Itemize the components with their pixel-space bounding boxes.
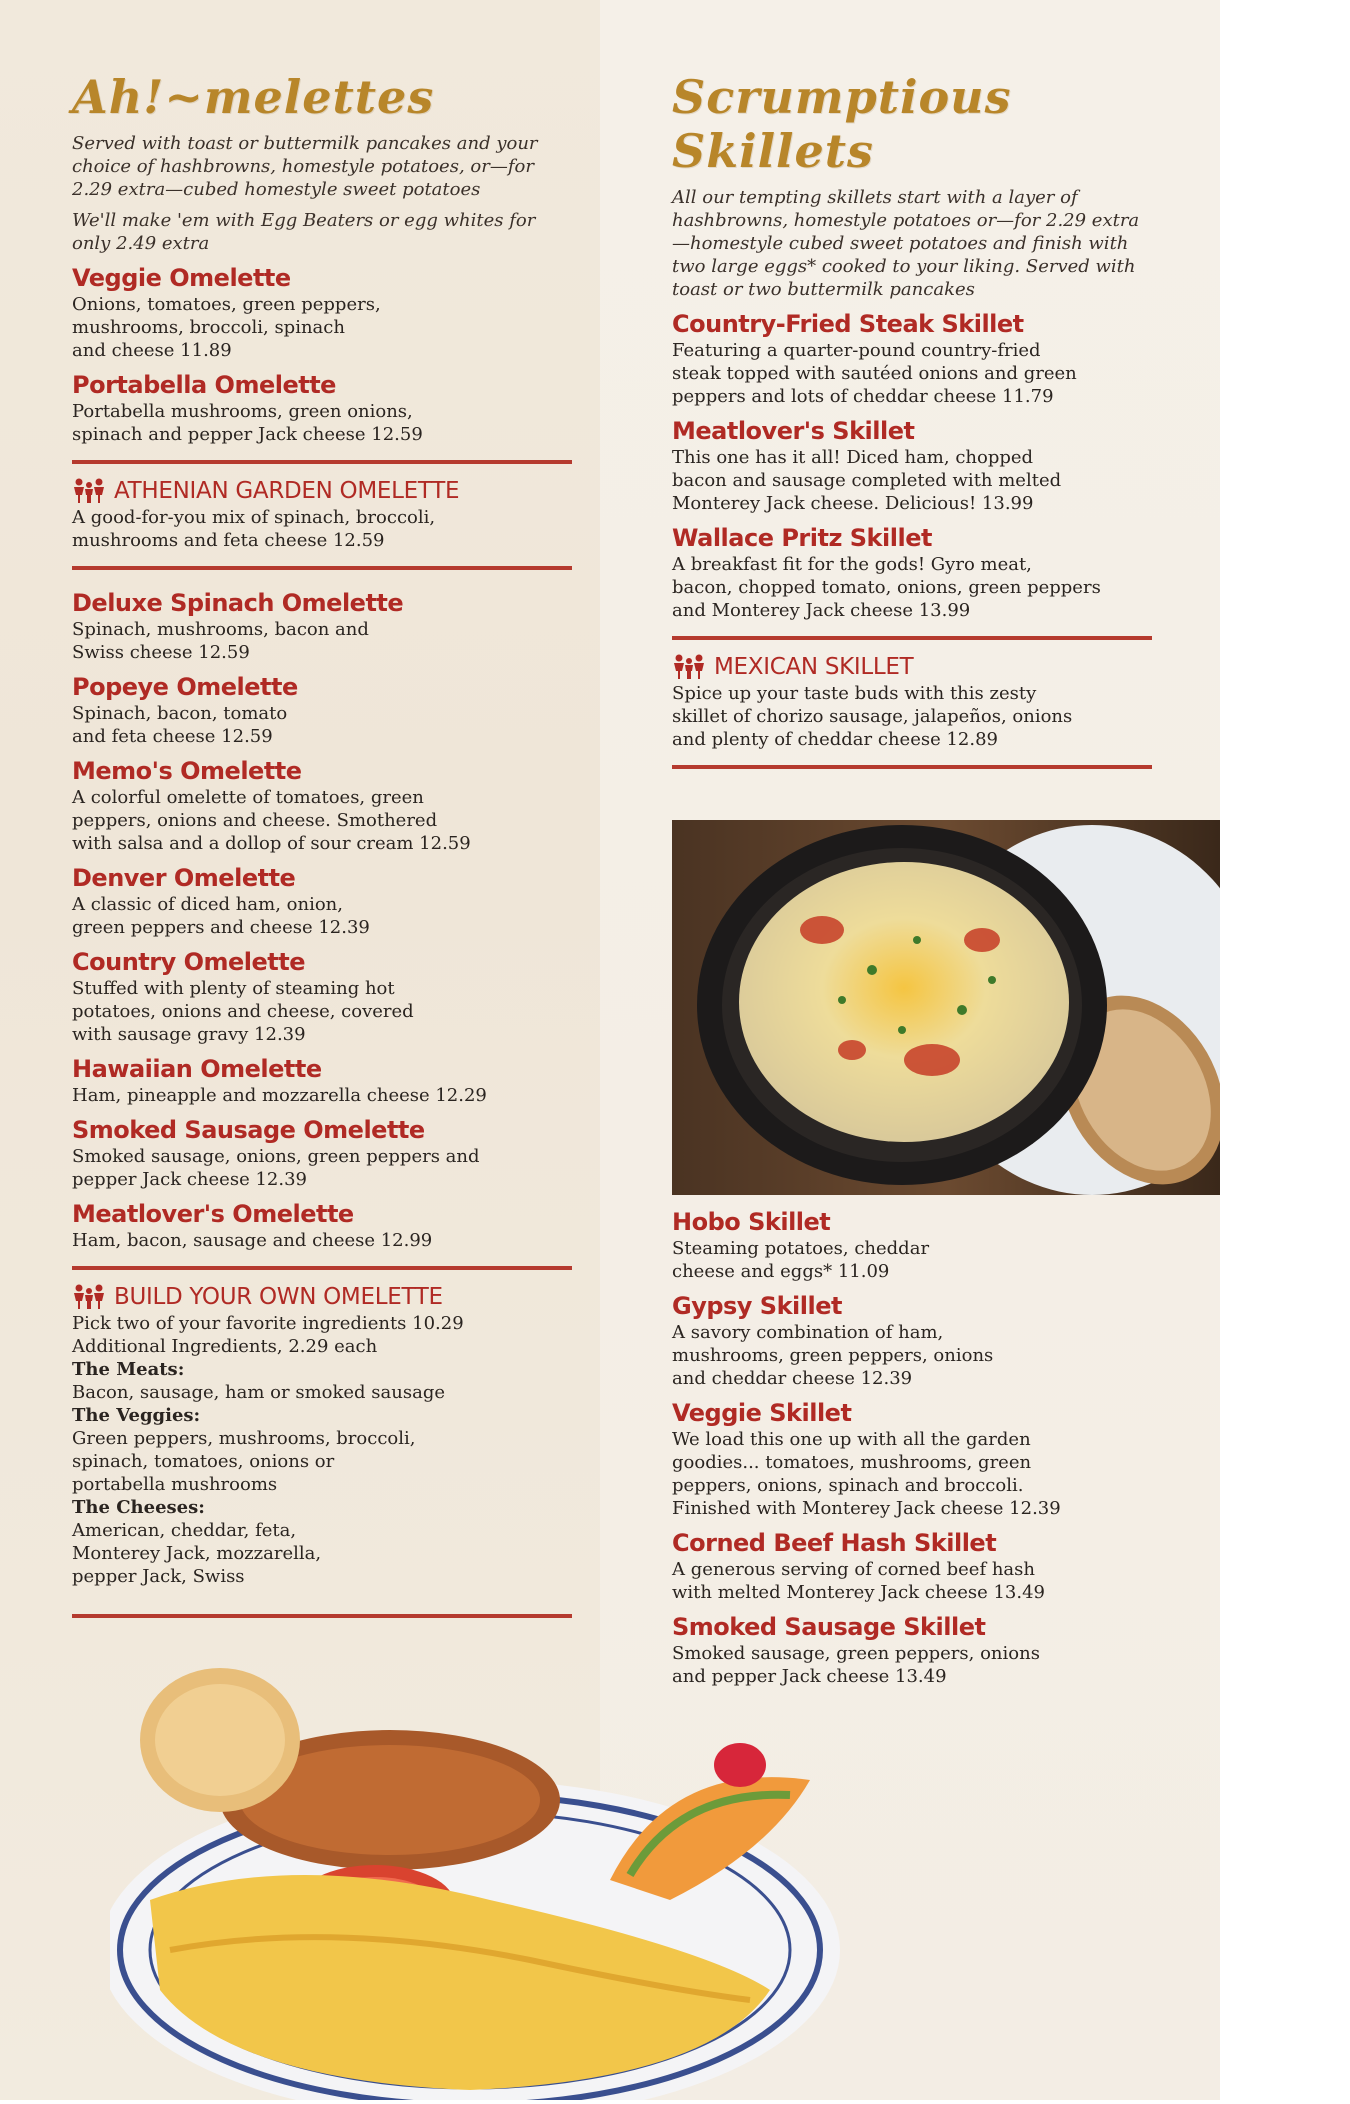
menu-item-name: Memo's Omelette <box>72 757 302 785</box>
menu-item-name: Denver Omelette <box>72 864 296 892</box>
menu-item-description: A classic of diced ham, onion, green peppers and cheese 12.39 <box>72 894 370 938</box>
menu-item-name: Wallace Pritz Skillet <box>672 524 932 552</box>
mexican-feature-box <box>672 636 1152 769</box>
menu-item-description: Stuffed with plenty of steaming hot potatoes, onions and cheese, covered with sausage gravy 12.39 <box>72 978 414 1045</box>
egg-beaters-note: We'll make 'em with Egg Beaters or egg whites for only 2.49 extra <box>72 210 536 254</box>
menu-item <box>72 1054 572 1107</box>
menu-item <box>72 263 572 362</box>
omelette-list-b <box>72 588 572 1252</box>
menu-item-description: We load this one up with all the garden goodies... tomatoes, mushrooms, green peppers, onions, spinach and broccoli. Finished with Monterey Jack cheese 12.39 <box>672 1429 1061 1519</box>
menu-item <box>672 309 1152 408</box>
menu-item-description: A savory combination of ham, mushrooms, green peppers, onions and cheddar cheese 12.39 <box>672 1322 994 1389</box>
menu-item-name: Corned Beef Hash Skillet <box>672 1529 997 1557</box>
menu-item-description: This one has it all! Diced ham, chopped bacon and sausage completed with melted Monterey Jack cheese. Delicious! 13.99 <box>672 447 1062 514</box>
menu-item <box>72 1199 572 1252</box>
menu-item-name: Gypsy Skillet <box>672 1292 842 1320</box>
menu-item-name: Veggie Omelette <box>72 264 291 292</box>
menu-item-description: A colorful omelette of tomatoes, green peppers, onions and cheese. Smothered with salsa and a dollop of sour cream 12.59 <box>72 787 471 854</box>
skillets-title-line1: Scrumptious <box>672 70 1012 124</box>
divider <box>72 1614 572 1618</box>
menu-item-description: Smoked sausage, onions, green peppers and pepper Jack cheese 12.39 <box>72 1146 480 1190</box>
omelettes-intro: Served with toast or buttermilk pancakes and your choice of hashbrowns, homestyle potatoes, or—for 2.29 extra—cubed homestyle sweet potatoes <box>72 133 538 200</box>
menu-item <box>72 588 572 664</box>
menu-item-description: Featuring a quarter-pound country-fried steak topped with sautéed onions and green peppers and lots of cheddar cheese 11.79 <box>672 340 1077 407</box>
byo-veggies-label: The Veggies: <box>72 1405 201 1426</box>
menu-item <box>672 1291 1152 1390</box>
feature-item-name: MEXICAN SKILLET <box>714 654 914 680</box>
menu-item <box>72 370 572 446</box>
menu-item <box>72 672 572 748</box>
menu-item-description: Ham, bacon, sausage and cheese 12.99 <box>72 1230 433 1251</box>
menu-item <box>672 1528 1152 1604</box>
feature-item-description: A good-for-you mix of spinach, broccoli, mushrooms and feta cheese 12.59 <box>72 507 436 551</box>
menu-item <box>672 1398 1152 1520</box>
family-icon <box>72 1284 106 1310</box>
menu-item-name: Country Omelette <box>72 948 305 976</box>
menu-item-name: Hawaiian Omelette <box>72 1055 322 1083</box>
menu-item-description: Ham, pineapple and mozzarella cheese 12.29 <box>72 1085 487 1106</box>
omelette-list-a <box>72 263 572 446</box>
menu-item <box>72 947 572 1046</box>
menu-item-name: Popeye Omelette <box>72 673 298 701</box>
menu-item-name: Country-Fried Steak Skillet <box>672 310 1024 338</box>
page-margin <box>1220 0 1350 2100</box>
omelettes-section <box>72 70 572 1650</box>
byo-veggies: Green peppers, mushrooms, broccoli, spinach, tomatoes, onions or portabella mushrooms <box>72 1428 416 1495</box>
menu-item-description: Onions, tomatoes, green peppers, mushrooms, broccoli, spinach and cheese 11.89 <box>72 294 381 361</box>
menu-item-name: Veggie Skillet <box>672 1399 852 1427</box>
menu-item-description: Spinach, bacon, tomato and feta cheese 12.59 <box>72 703 288 747</box>
family-icon <box>672 654 706 680</box>
byo-meats-label: The Meats: <box>72 1359 185 1380</box>
menu-item-name: Deluxe Spinach Omelette <box>72 589 404 617</box>
menu-item-description: Steaming potatoes, cheddar cheese and eggs* 11.09 <box>672 1238 930 1282</box>
menu-item-description: Smoked sausage, green peppers, onions and pepper Jack cheese 13.49 <box>672 1643 1040 1687</box>
menu-item-name: Smoked Sausage Omelette <box>72 1116 425 1144</box>
feature-item-description: Spice up your taste buds with this zesty skillet of chorizo sausage, jalapeños, onions and plenty of cheddar cheese 12.89 <box>672 683 1073 750</box>
byo-cheeses: American, cheddar, feta, Monterey Jack, mozzarella, pepper Jack, Swiss <box>72 1520 322 1587</box>
menu-item-description: A generous serving of corned beef hash with melted Monterey Jack cheese 13.49 <box>672 1559 1045 1603</box>
menu-item <box>672 1207 1152 1283</box>
byo-additional-line: Additional Ingredients, 2.29 each <box>72 1336 378 1357</box>
skillets-title-line2: Skillets <box>672 124 874 178</box>
skillets-intro: All our tempting skillets start with a layer of hashbrowns, homestyle potatoes or—for 2.29 extra—homestyle cubed sweet potatoes and finish with two large eggs* cooked to your liking. Served with toast or two buttermilk pancakes <box>672 187 1140 300</box>
menu-item <box>72 756 572 855</box>
menu-item <box>72 863 572 939</box>
omelettes-title: Ah!~melettes <box>72 70 435 124</box>
skillet-list-a <box>672 309 1152 622</box>
menu-item-name: Hobo Skillet <box>672 1208 831 1236</box>
omelette-plate-photo <box>110 1650 870 2100</box>
menu-item-name: Meatlover's Omelette <box>72 1200 354 1228</box>
menu-item-description: A breakfast fit for the gods! Gyro meat, bacon, chopped tomato, onions, green peppers and Monterey Jack cheese 13.99 <box>672 554 1101 621</box>
byo-cheeses-label: The Cheeses: <box>72 1497 205 1518</box>
byo-meats: Bacon, sausage, ham or smoked sausage <box>72 1382 445 1403</box>
skillet-photo <box>672 820 1220 1195</box>
athenian-feature-box <box>72 460 572 570</box>
skillet-photo-illustration <box>672 820 1220 1195</box>
menu-item <box>672 523 1152 622</box>
build-your-own-box <box>72 1266 572 1632</box>
menu-item-name: Meatlover's Skillet <box>672 417 915 445</box>
menu-item <box>72 1115 572 1191</box>
menu-item-name: Portabella Omelette <box>72 371 336 399</box>
menu-item-name: Smoked Sausage Skillet <box>672 1613 986 1641</box>
byo-price-line: Pick two of your favorite ingredients 10.29 <box>72 1313 464 1334</box>
menu-item <box>672 416 1152 515</box>
menu-item-description: Spinach, mushrooms, bacon and Swiss cheese 12.59 <box>72 619 369 663</box>
feature-item-name: BUILD YOUR OWN OMELETTE <box>114 1284 443 1310</box>
omelette-plate-illustration <box>110 1650 870 2100</box>
family-icon <box>72 478 106 504</box>
feature-item-name: ATHENIAN GARDEN OMELETTE <box>114 478 460 504</box>
skillet-list-b <box>672 1207 1152 1688</box>
menu-item-description: Portabella mushrooms, green onions, spinach and pepper Jack cheese 12.59 <box>72 401 423 445</box>
